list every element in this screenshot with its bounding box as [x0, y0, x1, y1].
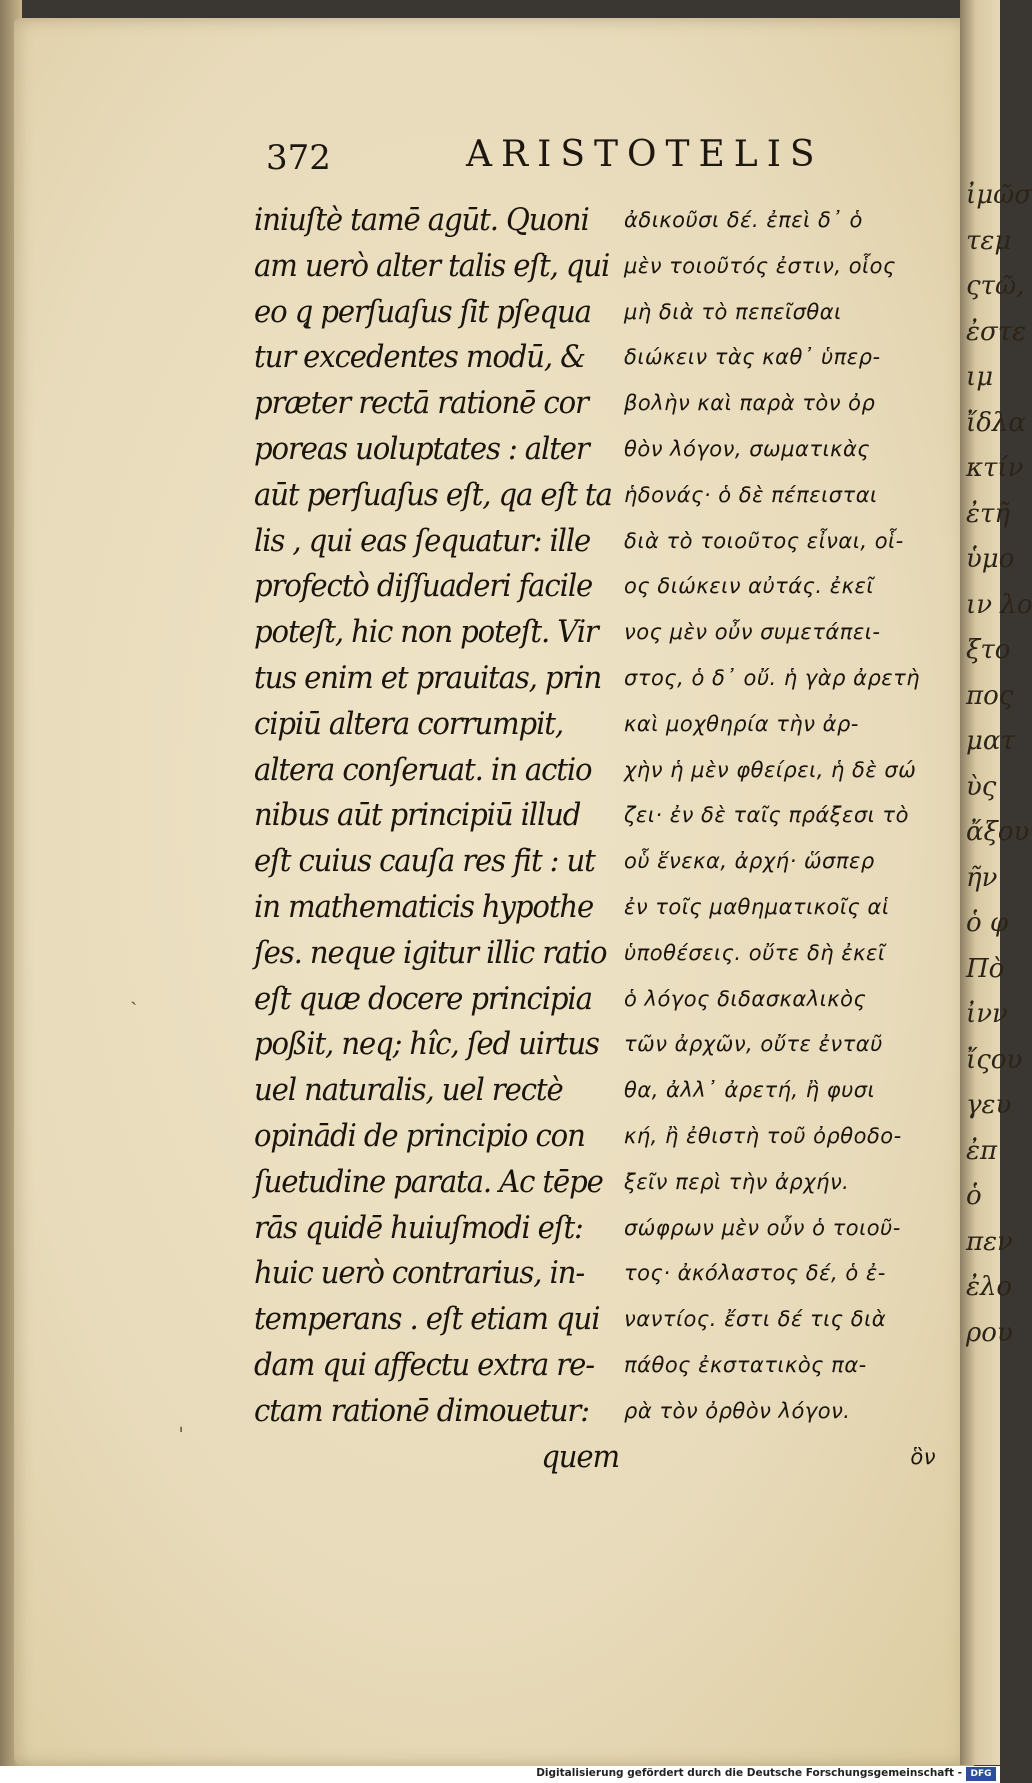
- greek-line: θὸν λόγον, σωματικὰς: [624, 436, 871, 461]
- greek-line: ξεῖν περὶ τὴν ἀρχήν.: [624, 1169, 850, 1194]
- facing-page-fragment: ἰνν: [966, 999, 1008, 1029]
- latin-line: eſt quæ docere principia: [254, 980, 592, 1017]
- greek-line: οὗ ἕνεκα, ἀρχή· ὥσπερ: [624, 849, 875, 874]
- latin-line: in mathematicis hypothe: [254, 888, 594, 925]
- facing-page-fragment: ἐτῆ: [966, 498, 1010, 529]
- facing-page-fragment: Πὸ: [966, 953, 1005, 984]
- greek-line: τος· ἀκόλαστος δέ, ὁ ἐ-: [624, 1261, 886, 1286]
- greek-line: ος διώκειν αὐτάς. ἐκεῖ: [624, 574, 874, 599]
- greek-line: ναντίος. ἔστι δέ τις διὰ: [624, 1307, 887, 1332]
- facing-page-fragment: ιν λο: [966, 589, 1032, 620]
- latin-line: opinādi de principio con: [254, 1117, 585, 1154]
- facing-page-fragment: ῆν: [966, 862, 998, 893]
- facing-page-fragment: ςτῶ,: [966, 271, 1025, 301]
- latin-line: am uerò alter talis eſt, qui: [254, 247, 610, 284]
- facing-page-fragment: ἰμῶσ: [966, 180, 1032, 210]
- latin-line: ctam rationē dimouetur:: [254, 1392, 589, 1429]
- greek-line: στος, ὁ δ᾽ οὔ. ἡ γὰρ ἀρετὴ: [624, 665, 921, 690]
- greek-line: κή, ἢ ἐθιστὴ τοῦ ὀρθοδο-: [624, 1123, 902, 1148]
- facing-page-fragment: ξτο: [966, 635, 1011, 665]
- latin-line: iniuſtè tamē agūt. Quoni: [254, 202, 589, 238]
- greek-line: διώκειν τὰς καθ᾽ ὑπερ-: [624, 345, 881, 370]
- latin-line: ſes. neque igitur illic ratio: [254, 934, 607, 971]
- greek-line: μὴ διὰ τὸ πεπεῖσθαι: [624, 299, 842, 324]
- greek-line: χὴν ἡ μὲν φθείρει, ἡ δὲ σώ: [624, 757, 917, 782]
- greek-line: ὁ λόγος διδασκαλικὸς: [624, 986, 867, 1011]
- latin-line: tur excedentes modū, &: [254, 339, 585, 376]
- latin-line: uel naturalis, uel rectè: [254, 1072, 563, 1109]
- latin-line: dam qui affectu extra re-: [254, 1346, 594, 1383]
- greek-line: νος μὲν οὖν συμετάπει-: [624, 620, 881, 645]
- latin-line: huic uerò contrarius, in-: [254, 1255, 585, 1292]
- greek-line: καὶ μοχθηρία τὴν ἀρ-: [624, 711, 859, 736]
- facing-page-fragment: ιμ: [966, 362, 994, 392]
- greek-line: ὃν: [910, 1444, 936, 1469]
- latin-line: eo q̨ perſuaſus ſit pſequa: [254, 293, 591, 330]
- latin-line: rās quidē huiuſmodi eſt:: [254, 1209, 583, 1246]
- latin-line: profectò diſſuaderi facile: [254, 568, 593, 605]
- latin-column: [254, 198, 619, 1480]
- latin-line: nibus aūt principiū illud: [254, 797, 581, 834]
- digitization-credit: Digitalisierung gefördert durch die Deutsche Forschungsgemeinschaft -: [536, 1767, 962, 1779]
- latin-line: quem: [541, 1438, 619, 1475]
- facing-page-edge: [960, 0, 1032, 1765]
- greek-line: ρὰ τὸν ὀρθὸν λόγον.: [624, 1398, 851, 1423]
- greek-line: τῶν ἀρχῶν, οὔτε ἐνταῦ: [624, 1032, 883, 1057]
- latin-line: tus enim et prauitas, prin: [254, 659, 602, 696]
- pen-mark: ˌ: [178, 1410, 185, 1435]
- dfg-logo: DFG: [966, 1767, 996, 1781]
- page-number: 372: [266, 138, 331, 178]
- latin-line: altera conſeruat. in actio: [254, 751, 592, 788]
- facing-page-fragment: τεμ: [966, 225, 1012, 256]
- greek-line: πάθος ἐκστατικὸς πα-: [624, 1352, 867, 1377]
- latin-line: cipiū altera corrumpit,: [254, 705, 563, 742]
- facing-page-fragment: κτίν: [966, 453, 1024, 483]
- facing-page-fragment: ἐλο: [966, 1272, 1013, 1302]
- facing-page-fragment: ὁ φ: [966, 908, 1009, 938]
- page-header: [266, 134, 826, 188]
- latin-line: eſt cuius cauſa res fit : ut: [254, 843, 595, 880]
- greek-line: θα, ἀλλ᾽ ἀρετή, ἢ φυσι: [624, 1078, 876, 1103]
- greek-line: μὲν τοιοῦτός ἐστιν, οἷος: [624, 253, 896, 278]
- facing-page-fragment: ὺς: [966, 771, 997, 802]
- facing-page-fragment: ὑμο: [966, 544, 1015, 574]
- facing-page-fragment: ἐπ: [966, 1135, 998, 1166]
- facing-page-fragment: ἴδλα: [966, 407, 1026, 438]
- facing-page-fragment: πος: [966, 680, 1014, 711]
- pen-mark: ˎ: [130, 981, 138, 1006]
- greek-line: βολὴν καὶ παρὰ τὸν ὀρ: [624, 391, 876, 416]
- greek-line: ἡδονάς· ὁ δὲ πέπεισται: [624, 482, 878, 507]
- facing-page-fragment: γευ: [966, 1090, 1012, 1120]
- greek-line: ὑποθέσεις. οὔτε δὴ ἐκεῖ: [624, 940, 886, 965]
- latin-line: poßit, neq; hîc, ſed uirtus: [254, 1026, 599, 1063]
- facing-page-fragment: ὁ: [966, 1181, 982, 1211]
- latin-line: poteſt, hic non poteſt. Vir: [254, 614, 598, 651]
- running-head: ARISTOTELIS: [466, 134, 824, 175]
- latin-line: temperans . eſt etiam qui: [254, 1301, 600, 1338]
- greek-line: διὰ τὸ τοιοῦτος εἶναι, οἷ-: [624, 528, 904, 553]
- facing-page-fragment: ρου: [966, 1317, 1013, 1348]
- facing-page-fragment: ἄξου: [966, 817, 1030, 847]
- greek-line: ἐν τοῖς μαθηματικοῖς αἱ: [624, 894, 890, 919]
- latin-line: ſuetudine parata. Ac tēpe: [254, 1163, 603, 1200]
- latin-line: aūt perſuaſus eſt, qa eſt ta: [254, 476, 612, 513]
- greek-line: σώφρων μὲν οὖν ὁ τοιοῦ-: [624, 1215, 901, 1240]
- latin-line: lis , qui eas ſequatur: ille: [254, 522, 591, 559]
- latin-line: præter rectā rationē cor: [254, 385, 588, 422]
- facing-page-fragment: ματ: [966, 726, 1015, 756]
- facing-page-fragment: ἴςου: [966, 1044, 1023, 1075]
- latin-line: poreas uoluptates : alter: [254, 430, 589, 467]
- greek-line: ἀδικοῦσι δέ. ἐπεὶ δ᾽ ὁ: [624, 208, 863, 232]
- facing-page-fragment: πεν: [966, 1226, 1013, 1257]
- facing-page-fragment: ἐστε: [966, 316, 1027, 347]
- greek-line: ζει· ἐν δὲ ταῖς πράξεσι τὸ: [624, 803, 909, 828]
- greek-column: [624, 198, 958, 1480]
